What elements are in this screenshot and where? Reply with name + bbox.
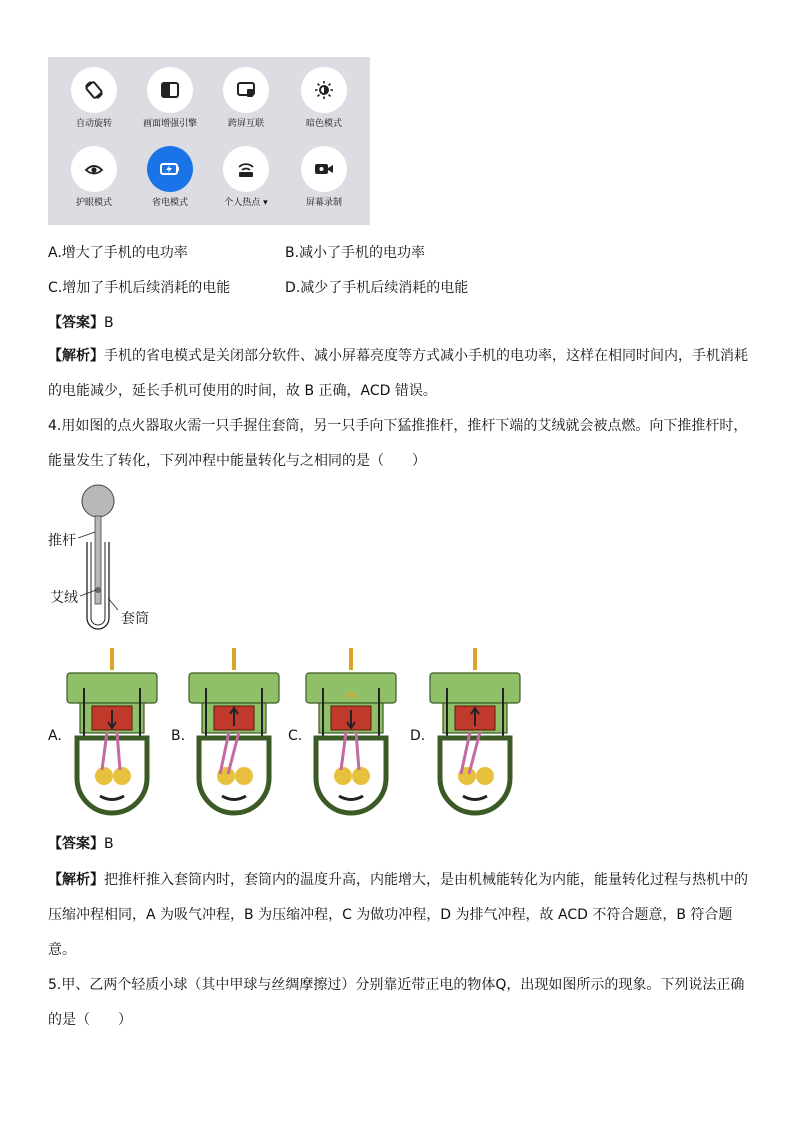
label-sleeve: 套筒 [121,611,149,627]
label-tinder: 艾绒 [50,590,78,606]
engine-label-b: B. [171,728,186,744]
tile-auto-rotate[interactable] [54,67,134,130]
q3-analysis [48,339,748,409]
tile-cross-screen[interactable] [206,67,286,130]
engine-label-a: A. [48,728,62,744]
hotspot-icon [223,146,269,192]
tile-dark-mode[interactable] [284,67,364,130]
answer-value: B [104,836,114,852]
answer-value: B [104,315,114,331]
battery-saver-icon [147,146,193,192]
tile-label: 个人热点 ▾ [224,198,268,208]
contrast-icon [147,67,193,113]
analysis-text: 手机的省电模式是关闭部分软件、减小屏幕亮度等方式减小手机的电功率，这样在相同时间内，手机消耗的电能减少，延长手机可使用的时间，故 B 正确，ACD 错误。 [48,348,748,399]
engine-stroke-d [425,648,525,818]
label-rod: 推杆 [48,533,76,549]
tile-label: 跨屏互联 [227,119,264,129]
option-b: B.减小了手机的电功率 [285,245,426,261]
cast-screen-icon [223,67,269,113]
engine-label-d: D. [410,728,426,744]
tile-image-enhance[interactable] [130,67,210,130]
q4-answer [48,834,114,854]
tile-power-saving[interactable] [130,146,210,209]
engine-stroke-a [62,648,162,818]
answer-tag: 【答案】 [48,836,104,852]
rotate-icon [71,67,117,113]
engine-label-c: C. [288,728,303,744]
option-c: C.增加了手机后续消耗的电能 [48,280,231,296]
tile-label: 护眼模式 [75,198,112,208]
video-record-icon [301,146,347,192]
igniter-figure [48,482,168,638]
tile-label: 省电模式 [151,198,188,208]
engine-stroke-b [184,648,284,818]
analysis-tag: 【解析】 [48,348,104,364]
q3-answer [48,313,114,333]
tile-label: 自动旋转 [75,119,112,129]
analysis-tag: 【解析】 [48,872,104,888]
tile-label: 画面增强引擎 [142,119,197,129]
control-panel-screenshot [48,57,370,225]
tile-screen-record[interactable] [284,146,364,209]
brightness-icon [301,67,347,113]
tile-label: 暗色模式 [305,119,342,129]
tile-label: 屏幕录制 [305,198,342,208]
engine-stroke-c [301,648,401,818]
option-a: A.增大了手机的电功率 [48,245,188,261]
eye-icon [71,146,117,192]
tile-eye-comfort[interactable] [54,146,134,209]
q5-stem: 5.甲、乙两个轻质小球（其中甲球与丝绸摩擦过）分别靠近带正电的物体Q，出现如图所示的现象。下列说法正确的是（ ） [48,977,745,1028]
q4-analysis [48,863,748,968]
analysis-text: 把推杆推入套筒内时，套筒内的温度升高，内能增大，是由机械能转化为内能，能量转化过程与热机中的压缩冲程相同，A 为吸气冲程，B 为压缩冲程，C 为做功冲程，D 为排气冲程，故 ACD 不符合题意，B 符合题意。 [48,872,748,958]
option-d: D.减少了手机后续消耗的电能 [285,280,469,296]
answer-tag: 【答案】 [48,315,104,331]
tile-hotspot[interactable] [206,146,286,209]
q4-stem: 4.用如图的点火器取火需一只手握住套筒，另一只手向下猛推推杆，推杆下端的艾绒就会被点燃。向下推推杆时，能量发生了转化，下列冲程中能量转化与之相同的是（ ） [48,418,748,469]
